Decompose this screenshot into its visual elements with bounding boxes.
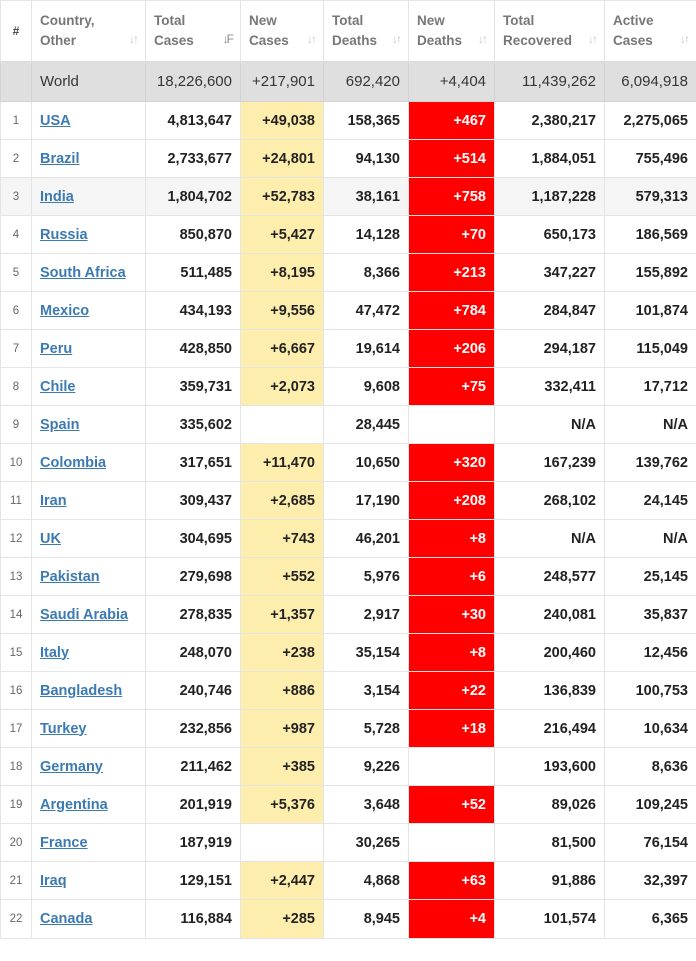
new-deaths-cell (409, 406, 495, 444)
total-cases-cell: 304,695 (146, 520, 241, 558)
new-deaths-cell: +467 (409, 102, 495, 140)
new-cases-cell: +49,038 (241, 102, 324, 140)
country-cell (32, 748, 146, 786)
total-recovered-cell: 193,600 (495, 748, 605, 786)
total-cases-cell: 129,151 (146, 862, 241, 900)
table-row (1, 786, 696, 824)
new-cases-cell: +385 (241, 748, 324, 786)
rank-cell: 21 (1, 862, 32, 900)
active-cases-cell: 76,154 (605, 824, 696, 862)
total-cases-cell: 279,698 (146, 558, 241, 596)
new-deaths-cell: +6 (409, 558, 495, 596)
total-cases-cell: 434,193 (146, 292, 241, 330)
rank-cell: 7 (1, 330, 32, 368)
country-cell (32, 596, 146, 634)
active-cases-cell: 17,712 (605, 368, 696, 406)
table-row (1, 710, 696, 748)
header-new-cases[interactable]: New Cases ↓↑ (241, 1, 324, 62)
total-cases-cell: 335,602 (146, 406, 241, 444)
new-cases-cell (241, 824, 324, 862)
sort-descending-icon[interactable]: ↓F (222, 31, 232, 46)
active-cases-cell: 10,634 (605, 710, 696, 748)
table-row (1, 330, 696, 368)
country-link[interactable]: Italy (40, 644, 70, 661)
new-cases-cell: +52,783 (241, 178, 324, 216)
total-recovered-cell: 1,187,228 (495, 178, 605, 216)
new-cases-cell: +6,667 (241, 330, 324, 368)
country-link[interactable]: Peru (40, 340, 73, 357)
world-total-cases: 18,226,600 (146, 62, 241, 102)
active-cases-cell: 25,145 (605, 558, 696, 596)
header-new-deaths[interactable]: New Deaths ↓↑ (409, 1, 495, 62)
country-link[interactable]: Iraq (40, 872, 67, 889)
total-recovered-cell: 248,577 (495, 558, 605, 596)
country-cell (32, 178, 146, 216)
total-cases-cell: 240,746 (146, 672, 241, 710)
new-deaths-cell: +213 (409, 254, 495, 292)
rank-cell: 15 (1, 634, 32, 672)
country-cell (32, 444, 146, 482)
new-deaths-cell: +30 (409, 596, 495, 634)
total-recovered-cell: 136,839 (495, 672, 605, 710)
total-deaths-cell: 10,650 (324, 444, 409, 482)
active-cases-cell: N/A (605, 520, 696, 558)
country-link[interactable]: Germany (40, 758, 103, 775)
active-cases-cell: 155,892 (605, 254, 696, 292)
country-link[interactable]: USA (40, 112, 71, 129)
table-row (1, 634, 696, 672)
new-cases-cell: +285 (241, 900, 324, 939)
country-link[interactable]: Colombia (40, 454, 107, 471)
country-cell (32, 330, 146, 368)
new-deaths-cell: +208 (409, 482, 495, 520)
country-link[interactable]: France (40, 834, 88, 851)
new-cases-cell: +886 (241, 672, 324, 710)
new-deaths-cell: +784 (409, 292, 495, 330)
new-deaths-cell: +22 (409, 672, 495, 710)
sort-both-arrows-icon[interactable]: ↓↑ (392, 31, 400, 46)
new-deaths-cell: +514 (409, 140, 495, 178)
total-deaths-cell: 8,366 (324, 254, 409, 292)
active-cases-cell: 139,762 (605, 444, 696, 482)
active-cases-cell: 35,837 (605, 596, 696, 634)
total-recovered-cell: 284,847 (495, 292, 605, 330)
total-cases-cell: 309,437 (146, 482, 241, 520)
new-deaths-cell: +18 (409, 710, 495, 748)
total-deaths-cell: 3,648 (324, 786, 409, 824)
country-link[interactable]: Bangladesh (40, 682, 123, 699)
country-cell (32, 672, 146, 710)
new-cases-cell: +987 (241, 710, 324, 748)
active-cases-cell: 186,569 (605, 216, 696, 254)
country-link[interactable]: Mexico (40, 302, 90, 319)
country-link[interactable]: Pakistan (40, 568, 100, 585)
total-recovered-cell: N/A (495, 520, 605, 558)
rank-cell: 3 (1, 178, 32, 216)
table-row (1, 368, 696, 406)
country-cell (32, 634, 146, 672)
total-cases-cell: 2,733,677 (146, 140, 241, 178)
rank-cell: 19 (1, 786, 32, 824)
new-cases-cell: +9,556 (241, 292, 324, 330)
country-link[interactable]: Spain (40, 416, 80, 433)
country-cell (32, 216, 146, 254)
country-cell (32, 862, 146, 900)
active-cases-cell: 755,496 (605, 140, 696, 178)
new-cases-cell: +743 (241, 520, 324, 558)
total-deaths-cell: 5,728 (324, 710, 409, 748)
country-cell (32, 520, 146, 558)
table-row (1, 596, 696, 634)
new-cases-cell: +2,073 (241, 368, 324, 406)
total-deaths-cell: 14,128 (324, 216, 409, 254)
rank-cell: 12 (1, 520, 32, 558)
rank-cell: 17 (1, 710, 32, 748)
rank-cell: 2 (1, 140, 32, 178)
rank-cell: 11 (1, 482, 32, 520)
new-cases-cell: +238 (241, 634, 324, 672)
total-deaths-cell: 9,226 (324, 748, 409, 786)
total-recovered-cell: 81,500 (495, 824, 605, 862)
total-deaths-cell: 38,161 (324, 178, 409, 216)
sort-both-arrows-icon[interactable]: ↓↑ (680, 31, 688, 46)
country-cell (32, 900, 146, 939)
table-row (1, 140, 696, 178)
table-row (1, 102, 696, 140)
world-new-deaths: +4,404 (409, 62, 495, 102)
total-recovered-cell: 101,574 (495, 900, 605, 939)
total-deaths-cell: 47,472 (324, 292, 409, 330)
total-cases-cell: 278,835 (146, 596, 241, 634)
rank-cell: 6 (1, 292, 32, 330)
active-cases-cell: 24,145 (605, 482, 696, 520)
total-recovered-cell: 91,886 (495, 862, 605, 900)
total-deaths-cell: 8,945 (324, 900, 409, 939)
total-deaths-cell: 46,201 (324, 520, 409, 558)
table-row (1, 444, 696, 482)
new-deaths-cell: +206 (409, 330, 495, 368)
country-link[interactable]: India (40, 188, 74, 205)
total-deaths-cell: 17,190 (324, 482, 409, 520)
rank-cell: 22 (1, 900, 32, 939)
total-cases-cell: 116,884 (146, 900, 241, 939)
rank-cell: 4 (1, 216, 32, 254)
header-active-cases[interactable]: Active Cases ↓↑ (605, 1, 696, 62)
total-deaths-cell: 3,154 (324, 672, 409, 710)
total-recovered-cell: 650,173 (495, 216, 605, 254)
country-cell (32, 406, 146, 444)
new-deaths-cell: +70 (409, 216, 495, 254)
total-recovered-cell: 167,239 (495, 444, 605, 482)
country-link[interactable]: Saudi Arabia (40, 606, 129, 623)
total-recovered-cell: 268,102 (495, 482, 605, 520)
total-deaths-cell: 35,154 (324, 634, 409, 672)
table-row (1, 406, 696, 444)
country-link[interactable]: South Africa (40, 264, 126, 281)
active-cases-cell: 115,049 (605, 330, 696, 368)
total-cases-cell: 248,070 (146, 634, 241, 672)
new-deaths-cell: +758 (409, 178, 495, 216)
table-row (1, 862, 696, 900)
total-deaths-cell: 158,365 (324, 102, 409, 140)
table-row (1, 672, 696, 710)
total-recovered-cell: 1,884,051 (495, 140, 605, 178)
rank-cell: 20 (1, 824, 32, 862)
rank-cell: 8 (1, 368, 32, 406)
world-new-cases: +217,901 (241, 62, 324, 102)
country-cell (32, 482, 146, 520)
new-cases-cell: +5,427 (241, 216, 324, 254)
total-cases-cell: 211,462 (146, 748, 241, 786)
total-recovered-cell: 332,411 (495, 368, 605, 406)
country-cell (32, 102, 146, 140)
header-rank[interactable]: # (1, 1, 32, 62)
new-deaths-cell: +8 (409, 520, 495, 558)
table-row (1, 482, 696, 520)
country-cell (32, 824, 146, 862)
new-cases-cell: +11,470 (241, 444, 324, 482)
total-recovered-cell: N/A (495, 406, 605, 444)
country-link[interactable]: Argentina (40, 796, 108, 813)
total-cases-cell: 187,919 (146, 824, 241, 862)
new-cases-cell: +1,357 (241, 596, 324, 634)
new-deaths-cell: +75 (409, 368, 495, 406)
rank-cell: 1 (1, 102, 32, 140)
sort-both-arrows-icon[interactable]: ↓↑ (588, 31, 596, 46)
new-cases-cell: +24,801 (241, 140, 324, 178)
rank-cell: 18 (1, 748, 32, 786)
total-deaths-cell: 4,868 (324, 862, 409, 900)
country-link[interactable]: Turkey (40, 720, 87, 737)
total-recovered-cell: 240,081 (495, 596, 605, 634)
country-cell (32, 558, 146, 596)
table-row (1, 824, 696, 862)
total-recovered-cell: 294,187 (495, 330, 605, 368)
world-row (1, 62, 696, 102)
active-cases-cell: 32,397 (605, 862, 696, 900)
rank-cell: 5 (1, 254, 32, 292)
total-cases-cell: 232,856 (146, 710, 241, 748)
new-deaths-cell: +63 (409, 862, 495, 900)
table-body (1, 62, 696, 939)
total-cases-cell: 317,651 (146, 444, 241, 482)
header-total-deaths[interactable]: Total Deaths ↓↑ (324, 1, 409, 62)
table-row (1, 292, 696, 330)
active-cases-cell: 12,456 (605, 634, 696, 672)
header-total-cases[interactable]: Total Cases ↓F (146, 1, 241, 62)
rank-cell: 9 (1, 406, 32, 444)
new-cases-cell: +2,447 (241, 862, 324, 900)
country-cell (32, 786, 146, 824)
active-cases-cell: 2,275,065 (605, 102, 696, 140)
country-link[interactable]: Canada (40, 911, 93, 927)
total-deaths-cell: 94,130 (324, 140, 409, 178)
world-name: World (32, 62, 146, 102)
total-cases-cell: 1,804,702 (146, 178, 241, 216)
active-cases-cell: 579,313 (605, 178, 696, 216)
new-deaths-cell: +4 (409, 900, 495, 939)
active-cases-cell: 6,365 (605, 900, 696, 939)
new-cases-cell: +5,376 (241, 786, 324, 824)
total-deaths-cell: 19,614 (324, 330, 409, 368)
table-row (1, 254, 696, 292)
country-cell (32, 368, 146, 406)
total-recovered-cell: 216,494 (495, 710, 605, 748)
total-cases-cell: 4,813,647 (146, 102, 241, 140)
table-row (1, 748, 696, 786)
total-deaths-cell: 2,917 (324, 596, 409, 634)
active-cases-cell: N/A (605, 406, 696, 444)
rank-cell: 14 (1, 596, 32, 634)
total-deaths-cell: 9,608 (324, 368, 409, 406)
world-rank-cell (1, 62, 32, 102)
total-cases-cell: 428,850 (146, 330, 241, 368)
active-cases-cell: 109,245 (605, 786, 696, 824)
sort-both-arrows-icon[interactable]: ↓↑ (307, 31, 315, 46)
country-link[interactable]: UK (40, 530, 61, 547)
country-cell (32, 140, 146, 178)
total-cases-cell: 850,870 (146, 216, 241, 254)
table-row (1, 558, 696, 596)
new-deaths-cell: +52 (409, 786, 495, 824)
country-link[interactable]: Brazil (40, 150, 80, 167)
country-cell (32, 292, 146, 330)
new-cases-cell (241, 406, 324, 444)
new-deaths-cell: +320 (409, 444, 495, 482)
total-deaths-cell: 28,445 (324, 406, 409, 444)
header-country[interactable]: Country, Other ↓↑ (32, 1, 146, 62)
total-recovered-cell: 2,380,217 (495, 102, 605, 140)
total-recovered-cell: 200,460 (495, 634, 605, 672)
new-cases-cell: +2,685 (241, 482, 324, 520)
total-cases-cell: 511,485 (146, 254, 241, 292)
table-row (1, 216, 696, 254)
rank-cell: 13 (1, 558, 32, 596)
new-deaths-cell (409, 824, 495, 862)
table-row (1, 520, 696, 558)
new-cases-cell: +8,195 (241, 254, 324, 292)
active-cases-cell: 101,874 (605, 292, 696, 330)
active-cases-cell: 8,636 (605, 748, 696, 786)
total-cases-cell: 359,731 (146, 368, 241, 406)
country-link[interactable]: Russia (40, 226, 88, 243)
rank-cell: 16 (1, 672, 32, 710)
country-link[interactable]: Iran (40, 492, 67, 509)
table-row (1, 900, 696, 939)
table-row (1, 178, 696, 216)
world-active-cases: 6,094,918 (605, 62, 696, 102)
sort-both-arrows-icon[interactable]: ↓↑ (129, 31, 137, 46)
rank-cell: 10 (1, 444, 32, 482)
country-cell (32, 254, 146, 292)
total-cases-cell: 201,919 (146, 786, 241, 824)
active-cases-cell: 100,753 (605, 672, 696, 710)
header-total-recovered[interactable]: Total Recovered ↓↑ (495, 1, 605, 62)
new-cases-cell: +552 (241, 558, 324, 596)
country-cell (32, 710, 146, 748)
country-link[interactable]: Chile (40, 378, 76, 395)
total-deaths-cell: 30,265 (324, 824, 409, 862)
world-total-recovered: 11,439,262 (495, 62, 605, 102)
sort-both-arrows-icon[interactable]: ↓↑ (478, 31, 486, 46)
total-recovered-cell: 89,026 (495, 786, 605, 824)
new-deaths-cell (409, 748, 495, 786)
world-total-deaths: 692,420 (324, 62, 409, 102)
table-header (1, 1, 696, 62)
total-recovered-cell: 347,227 (495, 254, 605, 292)
new-deaths-cell: +8 (409, 634, 495, 672)
total-deaths-cell: 5,976 (324, 558, 409, 596)
